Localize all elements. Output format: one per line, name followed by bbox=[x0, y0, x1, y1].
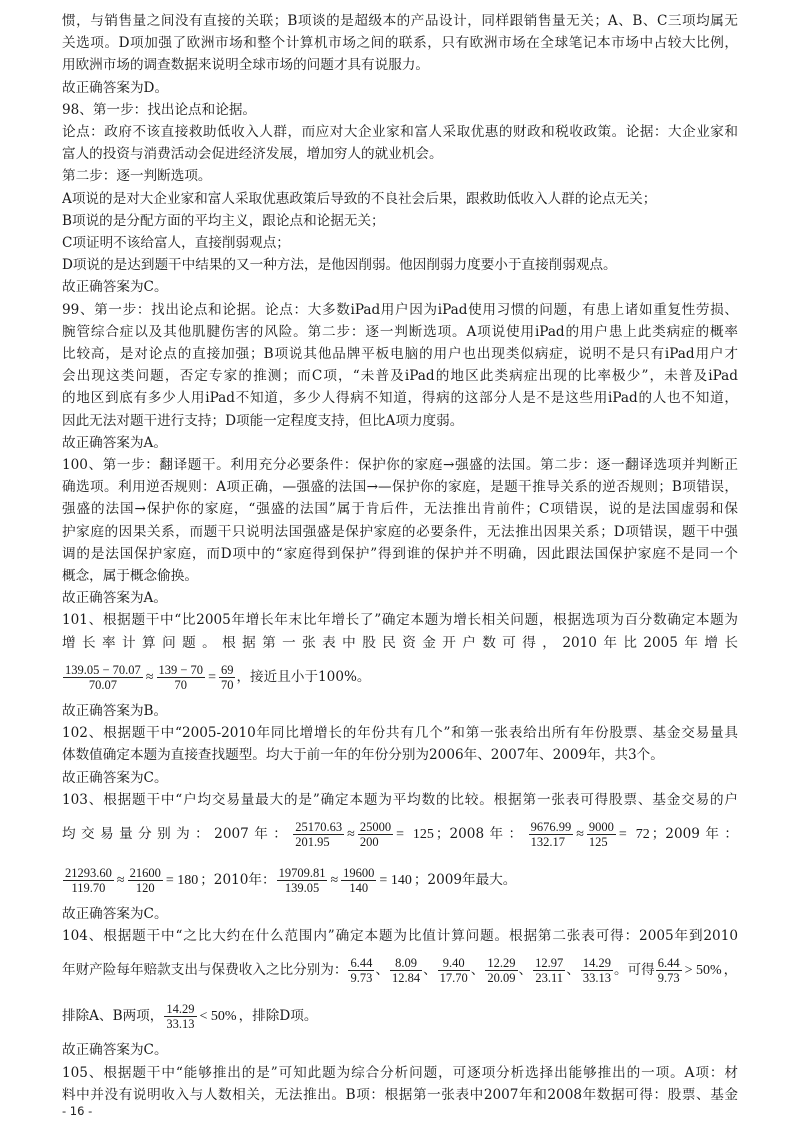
text-line: 故正确答案为A。 bbox=[62, 434, 167, 451]
fraction: $\frac{69}{70}$ bbox=[220, 662, 234, 692]
text-line: 98、第一步：找出论点和论据。 bbox=[62, 101, 257, 118]
text-line: 惯，与销售量之间没有直接的关联；B项谈的是超级本的产品设计，同样跟销售量无关；A、B、C三项均属无 bbox=[62, 13, 738, 29]
fraction: $\frac{8.09}{12.84}$ bbox=[391, 956, 421, 986]
text-line: B项说的是分配方面的平均主义，跟论点和论据无关； bbox=[62, 212, 385, 229]
text-line: 故正确答案为A。 bbox=[62, 590, 167, 607]
text-line: 确选项。利用逆否规则：A项正确，—强盛的法国→—保护你的家庭，是题干推导关系的逆否规则；B项错误， bbox=[62, 479, 738, 496]
q101-formula-line: $\frac{139.05 - 70.07}{70.07}$ ≈ $\frac{139 - 70}{70}$ = $\frac{69}{70}$ ，接近且小于100%。 bbox=[65, 662, 371, 692]
text-line: 100、第一步：翻译题干。利用充分必要条件：保护你的家庭→强盛的法国。第二步：逐一翻译选项并判断正 bbox=[62, 457, 738, 474]
fraction: $\frac{21293.60}{119.70}$ bbox=[65, 865, 112, 895]
text-line: 102、根据题干中“2005-2010年同比增增长的年份共有几个”和第一张表给出所有年份股票、基金交易量具 bbox=[62, 725, 738, 742]
text-line: 103、根据题干中“户均交易量最大的是”确定本题为平均数的比较。根据第一张表可得股票、基金交易的户 bbox=[62, 791, 738, 808]
text-block-103-104 bbox=[62, 903, 738, 947]
fraction: $\frac{6.44}{9.73}$ bbox=[350, 956, 373, 986]
text-block-104-105 bbox=[62, 1039, 738, 1106]
q103-formula-line-1: 均交易量分别为：2007年： $\frac{25170.63}{201.95}$ ≈ $\frac{25000}{200}$ = 125 ；2008年： $\frac{9676.99}{132.17}$ ≈ $\frac{9000}{125}$ = 72 ；2009年： bbox=[62, 819, 738, 849]
page-number: - 16 - bbox=[62, 1104, 93, 1118]
text-line: 体数值确定本题为直接查找题型。均大于前一年的年份分别为2006年、2007年、2009年，共3个。 bbox=[62, 747, 664, 764]
fraction: $\frac{21600}{120}$ bbox=[129, 865, 161, 895]
text-line: 故正确答案为C。 bbox=[62, 279, 168, 296]
text-line: 比较高，是对论点的直接加强；B项说其他品牌平板电脑的用户也出现类似病症，说明不是只有iPad用户才 bbox=[62, 346, 738, 363]
text-line: C项证明不该给富人，直接削弱观点； bbox=[62, 235, 290, 252]
fraction: $\frac{25000}{200}$ bbox=[359, 819, 392, 849]
text-line: 用欧洲市场的调查数据来说明全球市场的问题才具有说服力。 bbox=[62, 57, 430, 74]
fraction: $\frac{9.40}{17.70}$ bbox=[439, 956, 468, 986]
fraction: $\frac{25170.63}{201.95}$ bbox=[295, 819, 343, 849]
fraction: $\frac{139 - 70}{70}$ bbox=[158, 662, 204, 692]
text-line: 101、根据题干中“比2005年增长年末比年增长了”确定本题为增长相关问题，根据选项为百分数确定本题为 bbox=[62, 612, 738, 629]
text-line: 关选项。D项加强了欧洲市场和整个计算机市场之间的联系，只有欧洲市场在全球笔记本市场中占较大比例， bbox=[62, 35, 738, 52]
text-line: 99、第一步：找出论点和论据。论点：大多数iPad用户因为iPad使用习惯的问题，有患上诸如重复性劳损、 bbox=[62, 301, 738, 318]
text-line: 故正确答案为C。 bbox=[62, 905, 168, 922]
text-block-101-103 bbox=[62, 700, 738, 811]
fraction: $\frac{19709.81}{139.05}$ bbox=[278, 865, 326, 895]
text-line: 会出现这类问题，否定专家的推测；而C项，“未普及iPad的地区此类病症出现的比率极少”，未普及iPad bbox=[62, 368, 738, 385]
fraction: $\frac{12.97}{23.11}$ bbox=[535, 956, 564, 986]
text-line: 故正确答案为D。 bbox=[62, 79, 169, 96]
fraction: $\frac{9000}{125}$ bbox=[588, 819, 614, 849]
text-block-97-101 bbox=[62, 10, 738, 654]
fraction: $\frac{14.29}{33.13}$ bbox=[582, 956, 611, 986]
text-line: A项说的是对大企业家和富人采取优惠政策后导致的不良社会后果，跟救助低收入人群的论点无关； bbox=[62, 190, 657, 207]
text-line: 护家庭的因果关系，而题干只说明法国强盛是保护家庭的必要条件，无法推出因果关系；D项错误，题干中强 bbox=[62, 523, 738, 540]
text-line: 富人的投资与消费活动会促进经济发展，增加穷人的就业机会。 bbox=[62, 146, 443, 163]
text-line: 104、根据题干中“之比大约在什么范围内”确定本题为比值计算问题。根据第二张表可得：2005年到2010 bbox=[62, 928, 738, 945]
fraction: $\frac{139.05 - 70.07}{70.07}$ bbox=[65, 662, 141, 692]
text-line: 故正确答案为C。 bbox=[62, 1042, 168, 1059]
text-line: 腕管综合症以及其他肌腱伤害的风险。第二步：逐一判断选项。A项说使用iPad的用户患上此类病症的概率 bbox=[62, 323, 738, 340]
text-line: D项说的是达到题干中结果的又一种方法，是他因削弱。他因削弱力度要小于直接削弱观点。 bbox=[62, 257, 617, 274]
text-line: 因此无法对题干进行支持；D项能一定程度支持，但比A项力度弱。 bbox=[62, 412, 464, 429]
text-line: 105、根据题干中“能够推出的是”可知此题为综合分析问题，可逐项分析选择出能够推出的一项。A项：材 bbox=[62, 1064, 738, 1081]
text-line: 概念，属于概念偷换。 bbox=[62, 568, 198, 585]
fraction: $\frac{6.44}{9.73}$ bbox=[657, 956, 680, 986]
text-line: 增长率计算问题。根据第一张表中股民资金开户数可得，2010年比2005年增长 bbox=[62, 634, 738, 651]
q103-formula-line-2: $\frac{21293.60}{119.70}$ ≈ $\frac{21600}{120}$ = 180 ；2010年： $\frac{19709.81}{139.05}$ ≈ $\frac{19600}{140}$ = 140 ；2009年最大。 bbox=[65, 865, 517, 895]
fraction: $\frac{12.29}{20.09}$ bbox=[487, 956, 516, 986]
text-line: 第二步：逐一判断选项。 bbox=[62, 168, 212, 185]
document-page bbox=[62, 10, 738, 1106]
fraction: $\frac{19600}{140}$ bbox=[343, 865, 375, 895]
text-line: 强盛的法国→保护你的家庭，“强盛的法国”属于肯后件，无法推出肯前件；C项错误，说的是法国虚弱和保 bbox=[62, 501, 738, 518]
text-line: 的地区到底有多少人用iPad不知道，多少人得病不知道，得病的这部分人是不是这些用iPad的人也不知道， bbox=[62, 390, 738, 407]
fraction: $\frac{9676.99}{132.17}$ bbox=[530, 819, 572, 849]
text-line: 故正确答案为B。 bbox=[62, 702, 168, 719]
fraction: $\frac{14.29}{33.13}$ bbox=[166, 1002, 195, 1032]
q104-formula-line-2: 排除A、B两项， $\frac{14.29}{33.13}$ < 50% ，排除D项。 bbox=[62, 1002, 318, 1032]
text-line: 调的是法国保护家庭，而D项中的“家庭得到保护”得到谁的保护并不明确，因此跟法国保护家庭不是同一个 bbox=[62, 545, 738, 562]
text-line: 料中并没有说明收入与人数相关，无法推出。B项：根据第一张表中2007年和2008年数据可得：股票、基金 bbox=[62, 1086, 738, 1103]
q104-formula-line-1: 年财产险每年赔款支出与保费收入之比分别为： $\frac{6.44}{9.73}$ 、 $\frac{8.09}{12.84}$ 、 $\frac{9.40}{17.70}$ 、 $\frac{12.29}{20.09}$ 、 $\frac{12.97}{23.11}$ 、 $\frac{14.29}{33.13}$ 。可得 $\frac{6.44}{9.73}$ > 50% ， bbox=[62, 956, 738, 986]
text-line: 论点：政府不该直接救助低收入人群，而应对大企业家和富人采取优惠的财政和税收政策。论据：大企业家和 bbox=[62, 124, 738, 141]
text-line: 故正确答案为C。 bbox=[62, 769, 168, 786]
